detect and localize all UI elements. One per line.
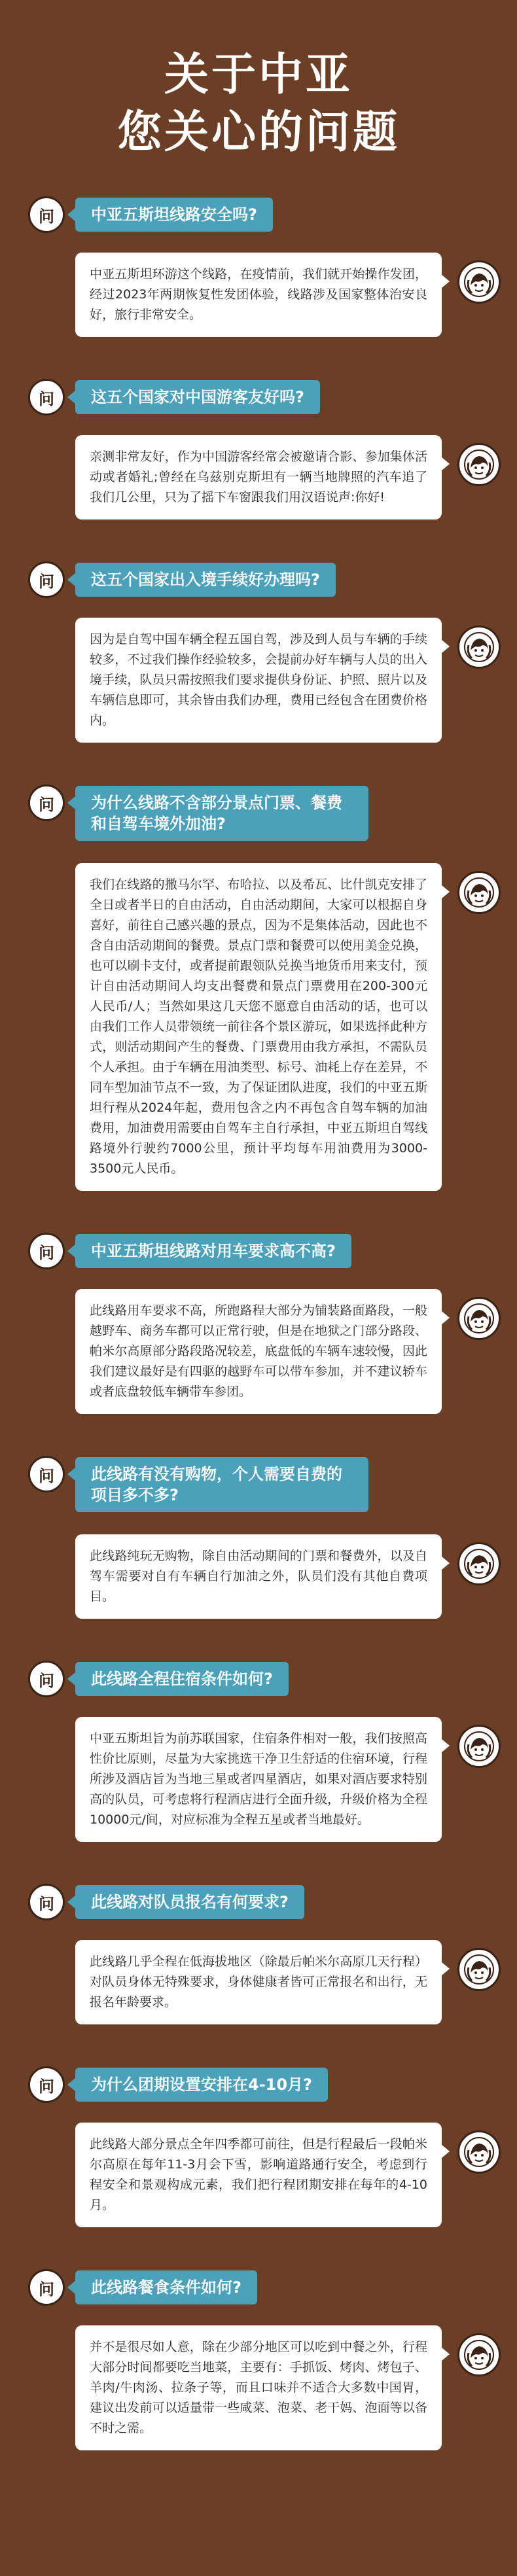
answer-card: 并不是很尽如人意，除在少部分地区可以吃到中餐之外，行程大部分时间都要吃当地菜，主要有：手抓饭、烤肉、烤包子、羊肉/牛肉汤、拉条子等，而且口味并不适合大多数中国胃，建议出发前可以适量带一些咸菜、泡菜、老干妈、泡面等以备不时之需。 bbox=[75, 2325, 442, 2450]
qa-item bbox=[10, 1230, 507, 1453]
question-badge: 问 bbox=[28, 1884, 65, 1920]
question-row bbox=[28, 1230, 507, 1271]
question-badge: 问 bbox=[28, 2269, 65, 2306]
question-badge: 问 bbox=[28, 2066, 65, 2103]
guide-avatar-icon bbox=[463, 266, 495, 298]
guide-avatar bbox=[457, 871, 501, 914]
question-row bbox=[28, 559, 507, 599]
guide-avatar-icon bbox=[463, 1730, 495, 1763]
answer-row bbox=[75, 2325, 501, 2450]
guide-avatar bbox=[457, 626, 501, 669]
question-badge: 问 bbox=[28, 1456, 65, 1492]
guide-avatar bbox=[457, 1542, 501, 1585]
question-text: 此线路餐食条件如何? bbox=[75, 2270, 257, 2304]
answer-row bbox=[75, 1940, 501, 2024]
page-title bbox=[0, 0, 517, 161]
qa-item bbox=[10, 1658, 507, 1881]
question-text: 此线路有没有购物，个人需要自费的项目多不多? bbox=[75, 1457, 368, 1512]
guide-avatar bbox=[457, 1297, 501, 1340]
guide-avatar-icon bbox=[463, 2338, 495, 2371]
qa-item bbox=[10, 194, 507, 376]
qa-item bbox=[10, 559, 507, 782]
question-text: 此线路对队员报名有何要求? bbox=[75, 1885, 304, 1919]
guide-avatar bbox=[457, 1725, 501, 1768]
question-badge: 问 bbox=[28, 1661, 65, 1697]
guide-avatar bbox=[457, 443, 501, 486]
guide-avatar-icon bbox=[463, 631, 495, 663]
question-row bbox=[28, 1658, 507, 1699]
question-text: 此线路全程住宿条件如何? bbox=[75, 1662, 289, 1696]
question-text: 为什么团期设置安排在4-10月? bbox=[75, 2068, 328, 2102]
answer-card: 此线路用车要求不高，所跑路程大部分为铺装路面路段，一般越野车、商务车都可以正常行驶，但是在地狱之门部分路段、帕米尔高原部分路段路况较差，底盘低的车辆车速较慢，因此我们建议最好是有四驱的越野车可以带车参加，并不建议轿车或者底盘较低车辆带车参团。 bbox=[75, 1289, 442, 1414]
question-text: 这五个国家出入境手续好办理吗? bbox=[75, 563, 336, 597]
guide-avatar bbox=[457, 260, 501, 304]
question-text: 这五个国家对中国游客友好吗? bbox=[75, 380, 320, 414]
title-line-2: 您关心的问题 bbox=[116, 106, 400, 158]
guide-avatar bbox=[457, 1948, 501, 1991]
guide-avatar-icon bbox=[463, 1302, 495, 1335]
question-badge: 问 bbox=[28, 379, 65, 415]
question-row bbox=[28, 194, 507, 234]
answer-row bbox=[75, 253, 501, 337]
qa-list bbox=[0, 194, 517, 2490]
guide-avatar-icon bbox=[463, 2136, 495, 2168]
question-row bbox=[28, 1881, 507, 1922]
question-badge: 问 bbox=[28, 1233, 65, 1269]
question-row bbox=[28, 2267, 507, 2307]
answer-row bbox=[75, 2123, 501, 2227]
guide-avatar-icon bbox=[463, 448, 495, 481]
qa-item bbox=[10, 2064, 507, 2267]
guide-avatar bbox=[457, 2130, 501, 2174]
question-text: 为什么线路不含部分景点门票、餐费和自驾车境外加油? bbox=[75, 786, 368, 841]
guide-avatar-icon bbox=[463, 1547, 495, 1580]
qa-item bbox=[10, 1453, 507, 1658]
question-row bbox=[28, 1453, 507, 1516]
answer-card: 此线路大部分景点全年四季都可前往，但是行程最后一段帕米尔高原在每年11-3月会下雪，影响道路通行安全，考虑到行程安全和景观构成元素，我们把行程团期安排在每年的4-10月。 bbox=[75, 2123, 442, 2227]
guide-avatar-icon bbox=[463, 876, 495, 909]
answer-card: 亲测非常友好，作为中国游客经常会被邀请合影、参加集体活动或者婚礼;曾经在乌兹别克斯坦有一辆当地牌照的汽车追了我们几公里，只为了摇下车窗跟我们用汉语说声:你好! bbox=[75, 435, 442, 520]
question-row bbox=[28, 2064, 507, 2104]
guide-avatar-icon bbox=[463, 1953, 495, 1986]
question-text: 中亚五斯坦线路对用车要求高不高? bbox=[75, 1234, 351, 1268]
answer-card: 此线路纯玩无购物，除自由活动期间的门票和餐费外，以及自驾车需要对自有车辆自行加油之外，队员们没有其他自费项目。 bbox=[75, 1534, 442, 1619]
answer-row bbox=[75, 1534, 501, 1619]
answer-card: 因为是自驾中国车辆全程五国自驾，涉及到人员与车辆的手续较多，不过我们操作经验较多，会提前办好车辆与人员的出入境手续，队员只需按照我们要求提供身份证、护照、照片以及车辆信息即可，其余皆由我们办理，费用已经包含在团费价格内。 bbox=[75, 618, 442, 743]
question-badge: 问 bbox=[28, 785, 65, 821]
qa-item bbox=[10, 1881, 507, 2064]
question-row bbox=[28, 376, 507, 417]
question-badge: 问 bbox=[28, 561, 65, 598]
question-row bbox=[28, 782, 507, 845]
answer-row bbox=[75, 1289, 501, 1414]
answer-card: 中亚五斯坦旨为前苏联国家，住宿条件相对一般，我们按照高性价比原则，尽量为大家挑选干净卫生舒适的住宿环境，行程所涉及酒店旨为当地三星或者四星酒店，如果对酒店要求特别高的队员，可考虑将行程酒店进行全面升级，升级价格为全程10000元/间，对应标准为全程五星或者当地最好。 bbox=[75, 1717, 442, 1842]
answer-row bbox=[75, 863, 501, 1191]
question-badge: 问 bbox=[28, 196, 65, 233]
title-line-1: 关于中亚 bbox=[164, 48, 353, 101]
qa-item bbox=[10, 376, 507, 559]
answer-row bbox=[75, 1717, 501, 1842]
guide-avatar bbox=[457, 2333, 501, 2376]
answer-card: 中亚五斯坦环游这个线路，在疫情前，我们就开始操作发团，经过2023年两期恢复性发团体验，线路涉及国家整体治安良好，旅行非常安全。 bbox=[75, 253, 442, 337]
qa-item bbox=[10, 2267, 507, 2490]
question-text: 中亚五斯坦线路安全吗? bbox=[75, 198, 273, 232]
answer-card: 我们在线路的撒马尔罕、布哈拉、以及希瓦、比什凯克安排了全日或者半日的自由活动，自由活动期间，大家可以根据自身喜好，前往自己感兴趣的景点，因为不是集体活动，因此也不含自由活动期间的餐费。景点门票和餐费可以使用美金兑换，也可以刷卡支付，或者提前跟领队兑换当地货币用来支付，预计自由活动期间人均支出餐费和景点门票费用在200-300元人民币/人；当然如果这几天您不愿意自由活动的话，也可以由我们工作人员带领统一前往各个景区游玩，如果选择此种方式，则活动期间产生的餐费、门票费用由我方承担，不需队员个人承担。由于车辆在用油类型、标号、油耗上存在差异，不同车型加油节点不一致，为了保证团队进度，我们的中亚五斯坦行程从2024年起，费用包含之内不再包含自驾车辆的加油费用，加油费用需要由自驾车主自行承担，中亚五斯坦自驾线路境外行驶约7000公里，预计平均每车用油费用为3000-3500元人民币。 bbox=[75, 863, 442, 1191]
qa-item bbox=[10, 782, 507, 1230]
answer-row bbox=[75, 618, 501, 743]
answer-card: 此线路几乎全程在低海拔地区（除最后帕米尔高原几天行程）对队员身体无特殊要求，身体健康者皆可正常报名和出行，无报名年龄要求。 bbox=[75, 1940, 442, 2024]
answer-row bbox=[75, 435, 501, 520]
